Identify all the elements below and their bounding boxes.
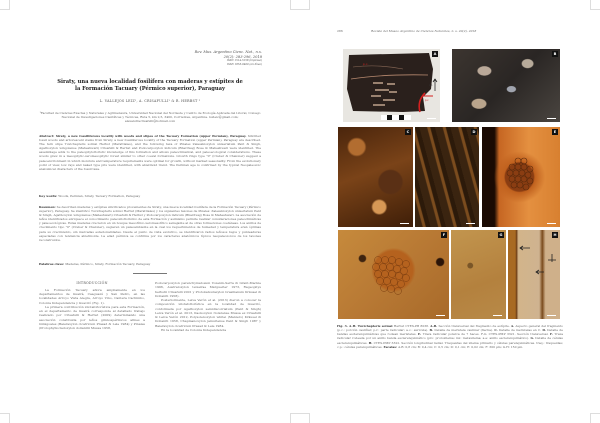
cell-pattern [482,127,560,227]
scale-bar [466,223,475,224]
panel-label: E [553,130,557,134]
arrow-annotations [508,230,560,319]
caption-label: E. [417,332,422,337]
caption-scales-value: A-B: 0,8 cm; B: 0,4 cm; C: 0,5 cm; D: 0,1 cm; E: 0,02 cm; F: 300 µm; G-H: 150 µm. [398,344,524,349]
caption-label: F. [550,332,553,337]
paragraph: En la localidad de Colonia Independencia [161,327,227,332]
journal-citation: Rev. Mus. Argentino Cienc. Nat., n.s. [194,50,262,54]
crop-mark [290,0,300,10]
title-line: la Formación Tacuary (Pérmico superior), Paraguay [74,85,226,92]
crop-mark [0,0,10,10]
caption-label: G. [530,336,534,341]
caption-scales-label: Escalas: [383,344,398,349]
caption-text: Herbst CTES-PB 8038. [393,324,430,328]
arrow-left-icon [520,246,530,250]
crop-mark [300,0,310,10]
caption-label: C. [494,328,498,333]
crop-mark [590,413,600,423]
right-page [300,0,600,423]
panel-label: D [472,130,476,134]
cell-outlines [373,257,410,295]
figure-panel-d [415,127,479,227]
resumen-body: Se describen maderas y estípites silicificados provenientes de Siraty, una nueva localidad fosilífera de la Formación Tacuary (Pérmico superior), Paraguay. Se identificó Tuvichapteris solmsi Herbst (Marattiales) y los siguientes taxones de Pinales: Zalesskioxylon uniseriatum Pant & Singh, Agathoxylon wingolense (Maheshwari) Crisafulli & Herbst y Podocarpoxylon indicum (Bhardwaj) Bose & Maheshwari. La asociación de leños identificados enriquece el conocimiento paleoxilofloristico de esta Formación y asimismo permite realizar consideraciones paleoclimáticas y paleoecológicas. Estas maderas crecieron en un bosque mesofítico-xeromesofítico semejante al de otras formaciones coetáneas. Los anillos de crecimiento tipo "0" (Creber & Chaloner), sugieren un paleoambiente en la cual los requerimientos de humedad y temperatura eran óptimas para su crecimiento, sin marcadas estacionalidades. Desde el punto de vista evolutivo, se identificaron radios leñosos bajos y punteaduras espaciadas con tendencia abietinoide. La edad pérmica se confirma por los caracteres anatómicos típicos neopaleozoicos de los taxones reconstruidos. [39,205,261,242]
caption-label: D. [542,328,546,333]
annotation-ac: a.c. [429,84,433,87]
ruler-block [387,115,392,120]
article-title [30,79,270,92]
crop-mark [300,413,310,423]
arrow-marker-icon [548,254,556,262]
figure-panel-g [451,230,506,319]
caption-label: B. [429,328,434,333]
scale-bar [400,223,409,224]
keywords-value: Woods, Permian, Siraty, Tacuary Formation, Paraguay [58,194,141,198]
figure-caption [337,324,563,349]
up-arrow-icon [433,79,437,91]
cell-pattern [338,230,449,319]
figure-panel-h [508,230,560,319]
keywords [39,194,261,198]
cell-outlines [507,158,533,190]
caption-text: Detalle de células esclerenquimáticas. [337,336,563,345]
caption-label: H. [368,340,373,345]
journal-volume: 20(2): 283-296, 2018 [223,54,262,59]
paragraph: Podocarpoxylon parenchymatosum Vozenin-Serra & Grant-Mackie 1996, Australoxylon teixeirae Marguerier 1973, Rageopitys herbstii Crisafulli 2001 y Protokatsuraxylon brasilianum Kräusel & Dolianiti 1958). [155,281,261,298]
panel-label: C [406,130,410,134]
intro-column-2 [155,281,261,332]
paragraph: La primera contribución xilotafoflorística para esta Formación, en el departamento de Guairá corresponde al detallado trabajo realizado por Crisafulli & Herbst (2009) determinando una asociación constituida por leños gimnospérmicos afines a Ginkgoales (Baieraxylon cicatricum Prasad & Lele 1984) y Pinales (Protophyllocladoxylon dolianitii Mussa 1958, [39,304,145,330]
scale-bar [493,315,502,316]
paragraph: La Formación Tacuary aflora ampliamente en los departamentos de Guairá, Caaguazú y San Pedro, en las localidades Arroyo Vista Alegre, Arroyo Vino, Cantera Cachimbo, Colonia Independencia y Guaviró (Fig. 1). [39,287,145,305]
caption-text: Traza radicular rodeada por un anillo banda esclerenquimático (pro: protoxilema; mx: metaxilema; a.e: anillo esclerenquimático). [337,332,563,341]
abstract [39,134,261,171]
crop-mark [290,413,300,423]
ruler-block [399,115,404,120]
figure-panel-b [452,49,560,122]
crop-mark [0,413,10,423]
caption-label: A-B. [430,324,438,328]
scale-bar [436,315,445,316]
annotation-pc: p.c. [363,62,369,66]
caption-fig-label: Fig. 3. A-H. Tuvichapteris solmsi [337,324,393,328]
arrow-left-icon [536,270,544,274]
caption-text: Detalle de bandas esclerenquimáticas que rodean meristelas. [337,328,563,337]
issn-print: ISSN 1514-5158 (impresa) [226,59,262,63]
caption-text: Traza radicular polarca de 7 haces. F-G. CTES-PMP 3321. Sección transversal. [422,332,549,337]
specimen-photo [343,49,440,122]
scale-bar [427,118,436,119]
palabras-clave-label: Palabras clave: [39,262,65,266]
abstract-heading: Abstract: Siraty, a new fossiliferous locality with woods and stipes of the Tacuary Formation (upper Permian), Paraguay. [39,134,247,138]
section-divider [133,273,167,274]
palabras-clave-value: Maderas, Pérmico, Siraty, Formación Tacuary, Paraguay [65,262,151,266]
panel-label: G [499,233,503,237]
affiliation: ¹Facultad de Ciencias Exactas y Naturales y Agrimensura, Universidad Nacional del Nordeste y Centro de Ecología Aplicada del Litoral, Consejo Nacional de Investigaciones Científicas y Técnicas, Ruta 5, km 2,5, 3400, Corrientes, Argentina. luzleiz@gmail.com; alexandracrisafulli@hotmail.com [39,111,261,124]
scale-bar [547,315,556,316]
intro-column-1 [39,281,145,330]
authors: L. VALLEJOS LEIZ¹, A. CRISAFULLI¹ & R. HERBST ² [99,99,201,103]
palabras-clave [39,262,261,266]
figure-panel-c [338,127,413,227]
journal-name: Revista del Museo Argentino de Ciencias Naturales, n. s. 20(2), 2018 [371,29,477,33]
panel-label: B [553,52,557,56]
paragraph: Posteriormente, Leiva Verón et al. (2013) dieron a conocer la composición xilotafoflorística en la localidad de Guaviró, conformada por Agathoxylon semidiscoiriatum (Pant & Singh) Leiva Verón et al. 2013, Kaokoxylon riolarense Mussa ex Crisafulli & Leiva Verón 2012, Polysolenoxylon whitei (Maniero) Kräusel & Dolianiti 1958, Chapmanoxylon jamuriense Pant & Singh 1987 y Baieraxylon cicatricum Prasad & Lele 1984. [155,298,261,328]
figure-panel-e [482,127,560,227]
caption-text: Detalle de meristela caulinar (flecha). [434,328,494,333]
figure-panel-f [338,230,449,319]
caption-label: A. [510,324,515,328]
caption-text: Aspecto general del fragmento (p.c.: porción cauliñar; p.r.: parte radicular; a.c.: auricula). [337,324,563,333]
keywords-label: Key words: [39,194,58,198]
scale-bar [547,118,556,119]
panel-label: F [442,233,446,237]
figure-panel-a [343,49,440,122]
abstract-body: Silicified fossil woods and arborescent stems from Siraty, a new fossiliferous locality of the Tacuary Formation (upper Permian), Paraguay are described. The fern stipe Tuvichapteris solmsi Herbst (Marattiales), and the following taxa of Pinales Zalesskioxylon uniseriatum Pant & Singh, Agathoxylon wingolense (Maheshwari) Crisafulli & Herbst and Podocarpoxylon indicum (Bhardwaj) Bose & Maheshwari were identified. The assemblage adds to the paleophytofloristic knowledge of this formation and allows paleoclimatical, and paleoecological considerations. These woods grew in a mesophytic-xeromesophytic forest similar to other coeval formations. Growth rings type "0" (Creber & Chaloner) suggest a paleoenvironment in which moisture and temperature requirements were optimal for growth, without marked seasonality. From the evolutionary point of view, low rays and naked type pits were identified, with abietinoid trend. The Permian age is confirmed by the typical Neopaleozoic anatomical characters of the fossil taxa. [39,134,261,171]
crop-mark [590,0,600,10]
journal-reference [195,50,262,66]
scale-bar [547,223,556,224]
issn-online: ISSN 1853-0400 (en línea) [227,62,262,66]
resumen [39,205,261,242]
caption-text: Sección transversal del fragmento de estípite. [438,324,510,328]
page-number: 286 [337,29,343,33]
section-heading: INTRODUCCIÓN [76,281,108,285]
title-line: Siraty, una nueva localidad fosilífera con maderas y estípites de [57,79,243,85]
resumen-heading: Resumen: [39,205,56,209]
annotation-pr: p.r. [425,99,430,102]
caption-text: Detalle de meristelas en C. [498,328,542,333]
caption-text: CTES-PMP 3322. Sección longitudinal radial. Traqueidas del xilema primario y células parenquimáticas. traq.: traqueidas; c.p.: células parenquimáticas. [337,340,563,349]
panel-label: H [553,233,557,237]
panel-label: A [433,52,437,56]
scale-ruler [381,115,411,120]
